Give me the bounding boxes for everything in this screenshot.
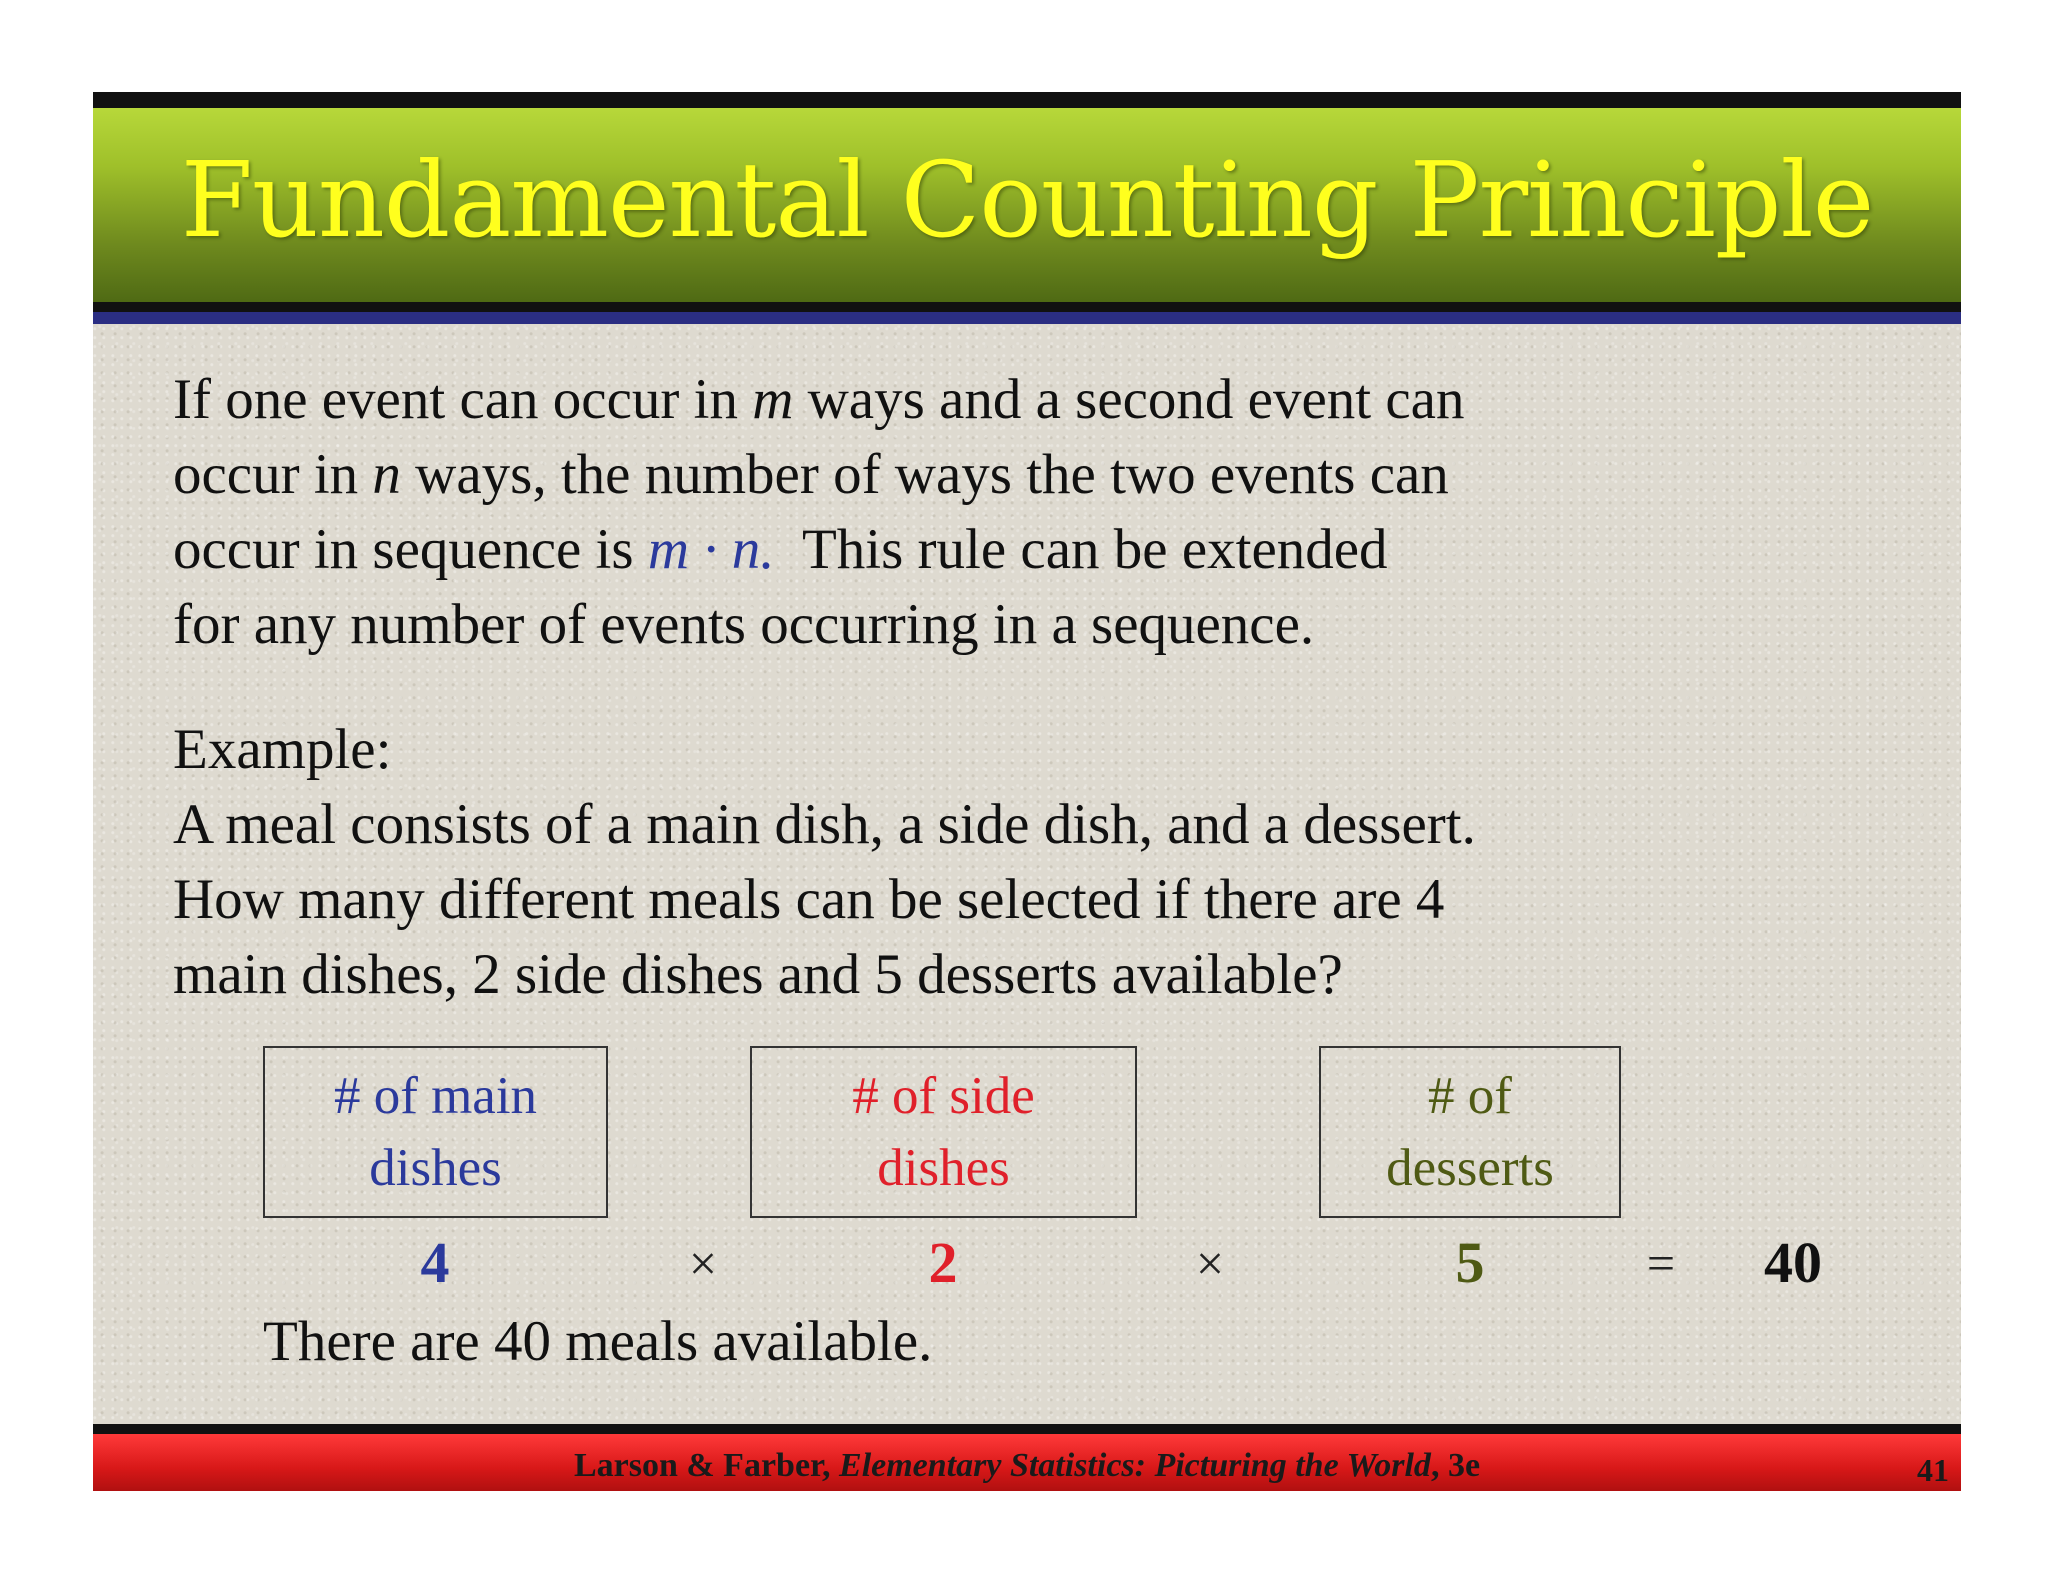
definition-paragraph [173, 362, 1933, 662]
slide [93, 92, 1961, 1491]
side-dishes-count: 2 [928, 1230, 958, 1295]
multiply-sign-2: × [1195, 1235, 1225, 1291]
equals-sign: = [1646, 1235, 1676, 1291]
side-dishes-box: # of side dishes [750, 1046, 1137, 1218]
main-dishes-count: 4 [420, 1230, 450, 1295]
title-blue-rule [93, 312, 1961, 324]
definition-line-2: occur in n ways, the number of ways the two events can [173, 443, 1449, 506]
conclusion-text: There are 40 meals available. [263, 1310, 933, 1373]
title-band [93, 108, 1961, 302]
main-dishes-box: # of main dishes [263, 1046, 608, 1218]
definition-line-3: occur in sequence is m · n. This rule can be extended [173, 518, 1388, 581]
multiply-sign-1: × [688, 1235, 718, 1291]
slide-title: Fundamental Counting Principle [180, 139, 1874, 261]
example-line-2: How many different meals can be selected if there are 4 [173, 868, 1445, 931]
footer-citation: Larson & Farber, Elementary Statistics: Picturing the World, 3e [573, 1447, 1481, 1484]
example-line-3: main dishes, 2 side dishes and 5 desserts available? [173, 943, 1343, 1006]
definition-line-1: If one event can occur in m ways and a second event can [173, 368, 1465, 431]
footer-black-rule [93, 1424, 1961, 1434]
top-black-rule [93, 92, 1961, 108]
title-black-rule [93, 302, 1961, 312]
definition-line-4: for any number of events occurring in a sequence. [173, 593, 1315, 656]
example-line-1: A meal consists of a main dish, a side dish, and a dessert. [173, 793, 1476, 856]
result-value: 40 [1764, 1230, 1822, 1295]
desserts-count: 5 [1455, 1230, 1485, 1295]
page-number: 41 [1917, 1452, 1949, 1488]
desserts-box: # of desserts [1319, 1046, 1621, 1218]
example-label: Example: [173, 718, 392, 781]
product-expression: m · n. [647, 518, 775, 581]
example-paragraph [173, 712, 1933, 1012]
